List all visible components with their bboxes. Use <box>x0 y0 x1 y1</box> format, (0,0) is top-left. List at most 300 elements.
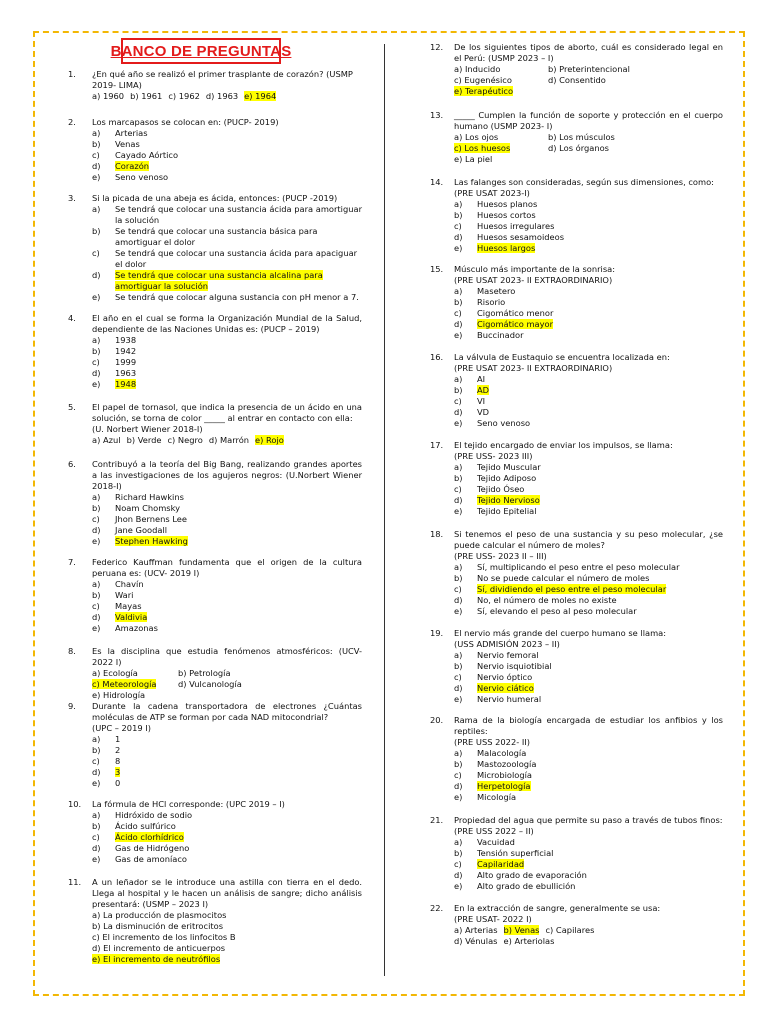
option <box>92 943 362 954</box>
options-inline <box>92 91 362 102</box>
question-number: 20. <box>430 715 444 725</box>
option-letter: c) <box>92 756 100 766</box>
option-text <box>115 368 136 379</box>
question-item <box>68 459 362 547</box>
question-line: De los siguientes tipos de aborto, cuál es considerado legal en el Perú: (USMP 2023 – I) <box>454 42 723 63</box>
question-number: 22. <box>430 903 444 913</box>
option-label: 3 <box>115 767 121 777</box>
option-label: Jane Goodall <box>115 525 168 535</box>
option-cell <box>548 64 630 75</box>
option-text <box>477 484 524 495</box>
option-text <box>477 584 666 595</box>
option <box>92 601 362 612</box>
option-label: Nervio isquiotibial <box>477 661 552 671</box>
option-letter: c) <box>454 221 462 231</box>
question-text <box>92 402 362 435</box>
option-text <box>115 379 136 390</box>
option-text <box>477 759 536 770</box>
option-text <box>477 792 516 803</box>
question-row <box>68 459 362 492</box>
option-text <box>477 672 532 683</box>
option <box>92 346 362 357</box>
option-letter: b) <box>92 590 101 600</box>
option-text <box>477 606 637 617</box>
option-label: Sí, elevando el peso al peso molecular <box>477 606 637 616</box>
question-text <box>454 529 723 562</box>
options-list <box>92 734 362 789</box>
option <box>454 506 723 517</box>
question-item <box>430 352 723 429</box>
option-letter: c) <box>454 308 462 318</box>
option <box>92 172 362 183</box>
option-label: Arterias <box>115 128 148 138</box>
option-label: Jhon Bernens Lee <box>115 514 188 524</box>
option <box>454 584 723 595</box>
option-letter: c) <box>454 859 462 869</box>
option-text <box>477 210 536 221</box>
option-text <box>115 590 133 601</box>
option-label: 1948 <box>115 379 137 389</box>
option-letter: e) <box>454 694 463 704</box>
option-label: AD <box>477 385 490 395</box>
option-label: e) Hidrología <box>92 690 146 700</box>
question-line: Rama de la biología encargada de estudiar los anfibios y los reptiles: <box>454 715 723 736</box>
option-label: a) Los ojos <box>454 132 499 142</box>
question-item <box>430 42 723 97</box>
options-grid <box>454 64 723 97</box>
option-pair <box>454 64 723 75</box>
option <box>454 606 723 617</box>
option-label: 2 <box>115 745 121 755</box>
question-text <box>454 628 723 650</box>
option <box>454 484 723 495</box>
option-label: Masetero <box>477 286 516 296</box>
question-row <box>430 42 723 64</box>
option-letter: e) <box>454 330 463 340</box>
option-letter: b) <box>92 745 101 755</box>
option <box>92 954 362 965</box>
option <box>454 870 723 881</box>
option-cell <box>92 679 178 690</box>
option-text <box>477 232 564 243</box>
option-letter: b) <box>92 346 101 356</box>
option-text <box>115 810 192 821</box>
options-list <box>92 204 362 303</box>
question-number: 3. <box>68 193 76 203</box>
option-letter: d) <box>92 270 101 280</box>
question-row <box>430 440 723 462</box>
option <box>92 368 362 379</box>
option-text <box>477 661 552 672</box>
question-number: 13. <box>430 110 444 120</box>
option-label: Nervio humeral <box>477 694 542 704</box>
option-label: c) Meteorología <box>92 679 157 689</box>
option-label: c) Los huesos <box>454 143 511 153</box>
question-line: En la extracción de sangre, generalmente se usa: <box>454 903 661 913</box>
question-item <box>430 628 723 705</box>
option <box>454 374 723 385</box>
option-label: a) Ecología <box>92 668 138 678</box>
option-label: Seno venoso <box>115 172 169 182</box>
option-label: Tejido Muscular <box>477 462 541 472</box>
option <box>92 579 362 590</box>
question-line: (PRE USS 2022 – II) <box>454 826 534 836</box>
option-label: Stephen Hawking <box>115 536 188 546</box>
option-label: b) La disminución de eritrocitos <box>92 921 224 931</box>
question-line: ¿En qué año se realizó el primer trasplante de corazón? (USMP <box>92 69 353 79</box>
question-text <box>92 799 362 810</box>
question-line: Propiedad del agua que permite su paso a través de tubos finos: <box>454 815 723 825</box>
option-letter: d) <box>92 612 101 622</box>
option <box>454 396 723 407</box>
option-label: Huesos sesamoideos <box>477 232 565 242</box>
option-text <box>115 292 359 303</box>
option-text <box>477 870 587 881</box>
option <box>454 232 723 243</box>
option-text <box>115 832 184 843</box>
option-letter: a) <box>454 374 463 384</box>
option <box>92 514 362 525</box>
option <box>92 492 362 503</box>
option-label: e) Arteriolas <box>503 936 555 946</box>
option-text <box>477 506 537 517</box>
option-label: d) 1963 <box>205 91 239 101</box>
option-pair <box>454 86 723 97</box>
options-inline <box>454 936 723 947</box>
option-label: Tejido Epitelial <box>477 506 537 516</box>
question-line: (PRE USAT 2023- II EXTRAORDINARIO) <box>454 275 613 285</box>
question-text <box>92 313 362 335</box>
options-list <box>454 562 723 617</box>
option-text <box>477 308 553 319</box>
question-row <box>430 110 723 132</box>
option-cell <box>454 143 548 154</box>
option-letter: c) <box>92 248 100 258</box>
option-label: Alto grado de ebullición <box>477 881 576 891</box>
option-letter: a) <box>454 562 463 572</box>
option-letter: e) <box>92 854 101 864</box>
option <box>92 623 362 634</box>
question-item <box>430 110 723 165</box>
option-letter: a) <box>454 286 463 296</box>
options-list <box>92 128 362 183</box>
options-list <box>92 810 362 865</box>
option <box>454 781 723 792</box>
option-label: Richard Hawkins <box>115 492 184 502</box>
option-label: Se tendrá que colocar una sustancia alcalina para amortiguar la solución <box>115 270 323 291</box>
options-list <box>92 579 362 634</box>
question-text <box>454 110 723 132</box>
question-item <box>68 646 362 701</box>
option-pair <box>454 154 723 165</box>
option-label: b) Petrología <box>178 668 231 678</box>
question-text <box>92 117 362 128</box>
option <box>454 748 723 759</box>
options-list <box>454 748 723 803</box>
option <box>92 292 362 303</box>
question-text <box>92 877 362 910</box>
question-line: El papel de tornasol, que indica la presencia de un ácido en una solución, se torna de color _____ al entrar en contacto con ella: <box>92 402 362 423</box>
question-line: Durante la cadena transportadora de electrones ¿Cuántas moléculas de ATP se forman por cada NAD mitocondrial? <box>92 701 362 722</box>
option-letter: c) <box>454 672 462 682</box>
option-text <box>115 734 120 745</box>
question-number: 11. <box>68 877 82 887</box>
option-text <box>477 595 617 606</box>
option-label: Se tendrá que colocar una sustancia ácida para amortiguar la solución <box>115 204 362 225</box>
question-item <box>430 815 723 892</box>
option-label: Ácido sulfúrico <box>115 821 176 831</box>
option <box>454 683 723 694</box>
option-letter: d) <box>454 781 463 791</box>
question-line: El tejido encargado de enviar los impulsos, se llama: <box>454 440 673 450</box>
option-letter: b) <box>92 139 101 149</box>
question-text <box>454 42 723 64</box>
option-text <box>477 385 489 396</box>
option <box>92 226 362 248</box>
option-letter: c) <box>92 514 100 524</box>
option-label: VD <box>477 407 490 417</box>
question-text <box>454 715 723 748</box>
option <box>454 881 723 892</box>
option <box>454 308 723 319</box>
option-label: Mastozoología <box>477 759 537 769</box>
option-label: Malacología <box>477 748 527 758</box>
option-text <box>115 226 362 248</box>
options-list <box>92 910 362 965</box>
option-letter: d) <box>454 683 463 693</box>
question-row <box>430 815 723 837</box>
options-inline <box>92 435 362 446</box>
option-letter: b) <box>454 297 463 307</box>
option-label: a) 1960 <box>92 91 125 101</box>
option-label: Nervio femoral <box>477 650 539 660</box>
option-label: c) 1962 <box>168 91 200 101</box>
option-text <box>115 745 120 756</box>
options-grid <box>454 132 723 165</box>
option-text <box>115 248 362 270</box>
question-row <box>430 529 723 562</box>
option <box>92 248 362 270</box>
option <box>92 778 362 789</box>
option-letter: d) <box>92 767 101 777</box>
option-letter: d) <box>454 319 463 329</box>
option-label: Huesos cortos <box>477 210 536 220</box>
option-label: Noam Chomsky <box>115 503 181 513</box>
question-line: Las falanges son consideradas, según sus dimensiones, como: <box>454 177 714 187</box>
option-pair <box>92 679 362 690</box>
option-label: 1942 <box>115 346 137 356</box>
option <box>92 150 362 161</box>
option <box>92 832 362 843</box>
option <box>454 837 723 848</box>
option-text <box>115 204 362 226</box>
option-label: Se tendrá que colocar alguna sustancia con pH menor a 7. <box>115 292 359 302</box>
question-line: Músculo más importante de la sonrisa: <box>454 264 616 274</box>
option-letter: e) <box>92 379 101 389</box>
question-line: (PRE USS- 2023 II – III) <box>454 551 547 561</box>
option-text <box>115 335 136 346</box>
option-label: Tensión superficial <box>477 848 554 858</box>
question-number: 14. <box>430 177 444 187</box>
option-pair <box>454 132 723 143</box>
question-number: 19. <box>430 628 444 638</box>
option <box>92 843 362 854</box>
option <box>92 128 362 139</box>
option-text <box>115 503 180 514</box>
option-label: Ácido clorhídrico <box>115 832 184 842</box>
option-text <box>477 694 541 705</box>
option <box>454 319 723 330</box>
option-label: Alto grado de evaporación <box>477 870 587 880</box>
question-item <box>430 529 723 617</box>
options-list <box>454 374 723 429</box>
option <box>92 810 362 821</box>
option-label: a) Arterias <box>454 925 498 935</box>
option-text <box>115 346 136 357</box>
option-text <box>115 172 168 183</box>
option-text <box>477 243 535 254</box>
question-item <box>68 557 362 634</box>
option-letter: a) <box>92 579 101 589</box>
option-letter: a) <box>454 199 463 209</box>
option-letter: a) <box>454 650 463 660</box>
option-label: Micología <box>477 792 517 802</box>
question-line: Los marcapasos se colocan en: (PUCP- 2019) <box>92 117 279 127</box>
option-label: Sí, multiplicando el peso entre el peso molecular <box>477 562 680 572</box>
option-cell <box>548 75 606 86</box>
option-text <box>477 650 539 661</box>
option <box>92 910 362 921</box>
option-letter: d) <box>92 525 101 535</box>
question-line: El nervio más grande del cuerpo humano se llama: <box>454 628 667 638</box>
question-number: 4. <box>68 313 76 323</box>
question-row <box>68 557 362 579</box>
option-letter: d) <box>92 161 101 171</box>
option-text <box>477 418 530 429</box>
question-line: 2019- LIMA) <box>92 80 142 90</box>
option-label: Cigomático mayor <box>477 319 554 329</box>
question-line: (PRE USS- 2023 III) <box>454 451 533 461</box>
question-number: 6. <box>68 459 76 469</box>
option-letter: c) <box>454 584 462 594</box>
options-list <box>454 462 723 517</box>
question-text <box>454 352 723 374</box>
question-line: A un leñador se le introduce una astilla con tierra en el dedo. Llega al hospital y le hacen un análisis de sangre; dicho análisis presentará: (USMP – 2023 I) <box>92 877 362 909</box>
option-letter: b) <box>454 573 463 583</box>
option-letter: b) <box>92 821 101 831</box>
option-letter: e) <box>92 536 101 546</box>
option-text <box>477 221 554 232</box>
option <box>92 612 362 623</box>
option-cell <box>454 154 548 165</box>
option <box>454 595 723 606</box>
question-text <box>92 69 362 91</box>
option-label: Nervio óptico <box>477 672 533 682</box>
question-item <box>430 177 723 254</box>
question-number: 15. <box>430 264 444 274</box>
question-row <box>68 701 362 734</box>
option-label: 1938 <box>115 335 137 345</box>
option-label: Tejido Óseo <box>477 484 525 494</box>
option-text <box>477 748 526 759</box>
option-label: Se tendrá que colocar una sustancia básica para amortiguar el dolor <box>115 226 318 247</box>
question-text <box>454 815 723 837</box>
option <box>454 562 723 573</box>
option-label: c) Negro <box>167 435 203 445</box>
option-label: a) Azul <box>92 435 121 445</box>
option-pair <box>454 143 723 154</box>
option <box>454 770 723 781</box>
question-line: (USS ADMISIÓN 2023 – II) <box>454 639 560 649</box>
option <box>92 379 362 390</box>
option-cell <box>454 132 548 143</box>
question-row <box>430 628 723 650</box>
option-label: 1 <box>115 734 121 744</box>
option-letter: a) <box>454 462 463 472</box>
option-label: e) Terapéutico <box>454 86 514 96</box>
option <box>454 330 723 341</box>
option-label: e) 1964 <box>244 91 277 101</box>
option-label: Huesos irregulares <box>477 221 555 231</box>
question-text <box>92 646 362 668</box>
option-letter: e) <box>454 792 463 802</box>
option-pair <box>454 75 723 86</box>
option-label: Valdivia <box>115 612 148 622</box>
option-text <box>477 374 485 385</box>
option-letter: d) <box>454 595 463 605</box>
option-text <box>477 881 575 892</box>
option-letter: c) <box>92 601 100 611</box>
option <box>92 503 362 514</box>
option-letter: a) <box>92 492 101 502</box>
option-text <box>477 573 649 584</box>
option-text <box>115 525 167 536</box>
option <box>454 286 723 297</box>
options-list <box>92 492 362 547</box>
option-text <box>477 683 534 694</box>
question-row <box>68 193 362 204</box>
question-number: 8. <box>68 646 76 656</box>
option-label: Seno venoso <box>477 418 531 428</box>
option-letter: e) <box>454 243 463 253</box>
option-letter: b) <box>454 848 463 858</box>
option <box>454 495 723 506</box>
option-letter: c) <box>92 150 100 160</box>
question-line: (PRE USAT 2023-I) <box>454 188 530 198</box>
option-letter: d) <box>454 407 463 417</box>
option <box>454 221 723 232</box>
option-label: Venas <box>115 139 140 149</box>
options-list <box>454 199 723 254</box>
option-text <box>477 770 532 781</box>
question-line: Federico Kauffman fundamenta que el origen de la cultura peruana es: (UCV- 2019 I) <box>92 557 362 578</box>
question-text <box>454 177 723 199</box>
option-text <box>115 756 120 767</box>
question-line: (U. Norbert Wiener 2018-I) <box>92 424 203 434</box>
option-label: Nervio ciático <box>477 683 534 693</box>
question-row <box>68 117 362 128</box>
option-label: 1999 <box>115 357 137 367</box>
option-pair <box>92 668 362 679</box>
question-line: Es la disciplina que estudia fenómenos atmosféricos: (UCV- 2022 I) <box>92 646 362 667</box>
question-line: _____ Cumplen la función de soporte y protección en el cuerpo humano (USMP 2023- I) <box>454 110 723 131</box>
options-list <box>454 286 723 341</box>
option-text <box>477 562 680 573</box>
option-label: a) Inducido <box>454 64 501 74</box>
question-number: 18. <box>430 529 444 539</box>
question-row <box>430 352 723 374</box>
question-item <box>430 264 723 341</box>
